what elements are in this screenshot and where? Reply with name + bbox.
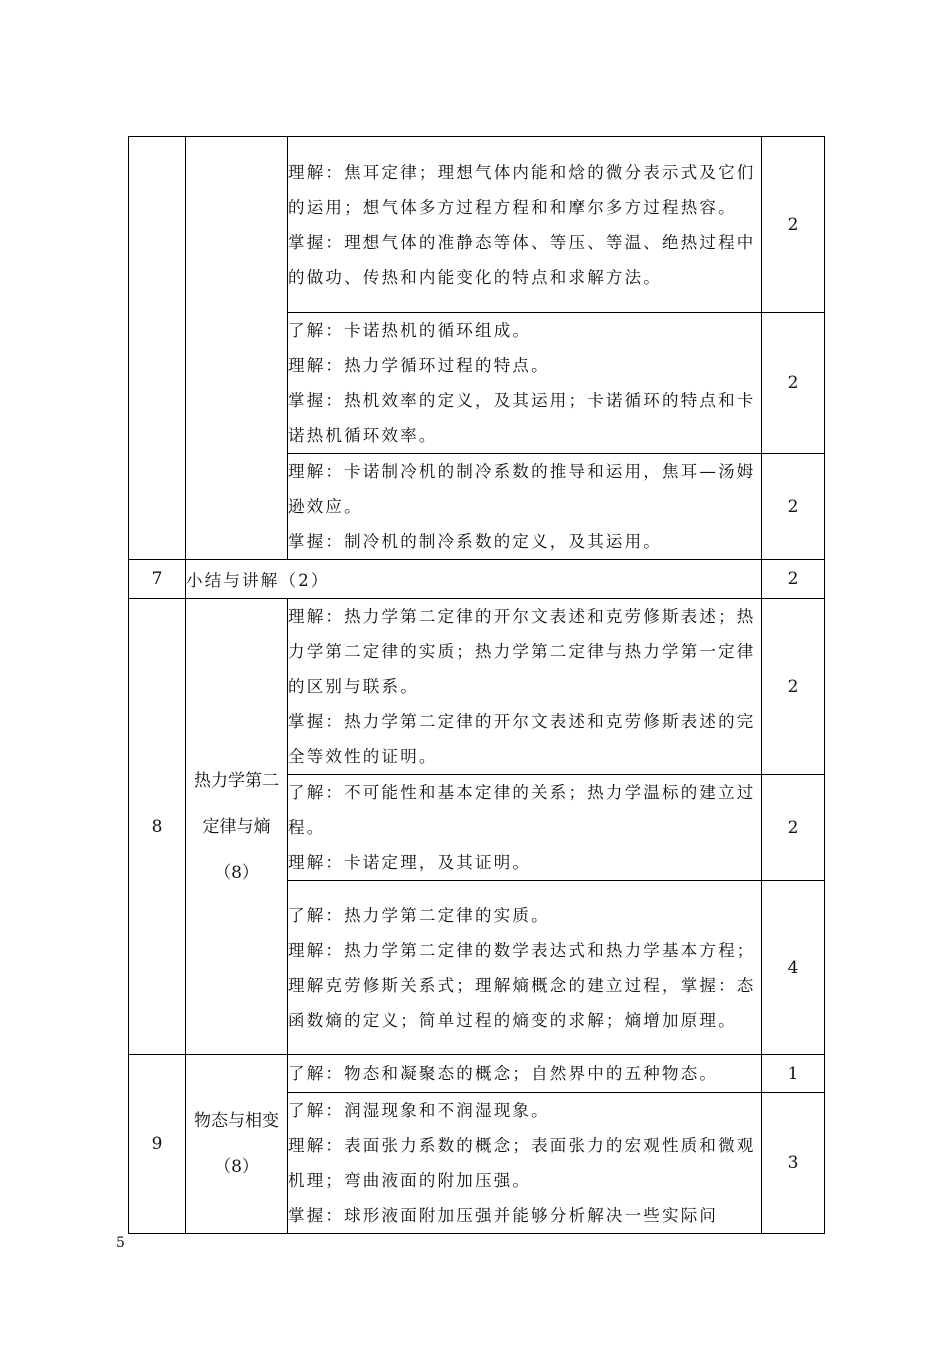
content-line: 理解：热力学第二定律的数学表达式和热力学基本方程；理解克劳修斯关系式；理解熵概念的建立过程，掌握：态函数熵的定义；简单过程的熵变的求解；熵增加原理。 — [288, 940, 756, 1030]
hours-cell: 2 — [762, 775, 825, 881]
content-cell — [288, 454, 762, 560]
hours-cell: 2 — [762, 599, 825, 775]
row-number-cell: 8 — [129, 599, 186, 1055]
content-cell — [288, 137, 762, 313]
chapter-cell: 热力学第二定律与熵（8） — [186, 599, 288, 1055]
content-line: 理解：卡诺制冷机的制冷系数的推导和运用，焦耳—汤姆逊效应。 — [288, 462, 756, 516]
row-number-cell — [129, 137, 186, 560]
content-line: 掌握：热机效率的定义，及其运用；卡诺循环的特点和卡诺热机循环效率。 — [288, 391, 756, 445]
hours-cell: 2 — [762, 454, 825, 560]
syllabus-table — [128, 136, 825, 1234]
row-number-cell: 9 — [129, 1055, 186, 1234]
content-line: 掌握：理想气体的准静态等体、等压、等温、绝热过程中的做功、传热和内能变化的特点和求解方法。 — [288, 232, 756, 287]
content-line: 理解：卡诺定理，及其证明。 — [288, 853, 532, 872]
table-row — [129, 1055, 825, 1093]
content-line: 掌握：球形液面附加压强并能够分析解决一些实际问 — [288, 1206, 719, 1225]
content-line: 了解：润湿现象和不润湿现象。 — [288, 1101, 550, 1120]
content-cell — [288, 1093, 762, 1234]
content-line: 了解：热力学第二定律的实质。 — [288, 905, 550, 925]
hours-cell: 4 — [762, 881, 825, 1055]
row-number-cell: 7 — [129, 560, 186, 599]
summary-cell: 小结与讲解（2） — [186, 560, 762, 599]
content-cell — [288, 1055, 762, 1093]
chapter-cell — [186, 137, 288, 560]
table-row — [129, 599, 825, 775]
content-line: 掌握：制冷机的制冷系数的定义，及其运用。 — [288, 532, 662, 551]
chapter-cell: 物态与相变（8） — [186, 1055, 288, 1234]
content-line: 理解：焦耳定律；理想气体内能和焓的微分表示式及它们的运用；想气体多方过程方程和和摩尔多方过程热容。 — [288, 162, 756, 217]
hours-cell: 1 — [762, 1055, 825, 1093]
content-line: 理解：表面张力系数的概念；表面张力的宏观性质和微观机理；弯曲液面的附加压强。 — [288, 1136, 756, 1190]
hours-cell: 2 — [762, 313, 825, 454]
content-cell — [288, 775, 762, 881]
content-line: 理解：热力学循环过程的特点。 — [288, 356, 550, 375]
table-row — [129, 560, 825, 599]
page-number: 5 — [116, 1235, 125, 1251]
hours-cell: 2 — [762, 137, 825, 313]
content-cell — [288, 881, 762, 1055]
hours-cell: 3 — [762, 1093, 825, 1234]
content-line: 了解：卡诺热机的循环组成。 — [288, 321, 532, 340]
content-line: 掌握：热力学第二定律的开尔文表述和克劳修斯表述的完全等效性的证明。 — [288, 712, 756, 766]
hours-cell: 2 — [762, 560, 825, 599]
table-row — [129, 137, 825, 313]
content-line: 理解：热力学第二定律的开尔文表述和克劳修斯表述；热力学第二定律的实质；热力学第二定律与热力学第一定律的区别与联系。 — [288, 607, 756, 696]
content-line: 了解：不可能性和基本定律的关系；热力学温标的建立过程。 — [288, 783, 756, 837]
content-cell — [288, 599, 762, 775]
content-cell — [288, 313, 762, 454]
content-line: 了解：物态和凝聚态的概念；自然界中的五种物态。 — [288, 1064, 719, 1083]
